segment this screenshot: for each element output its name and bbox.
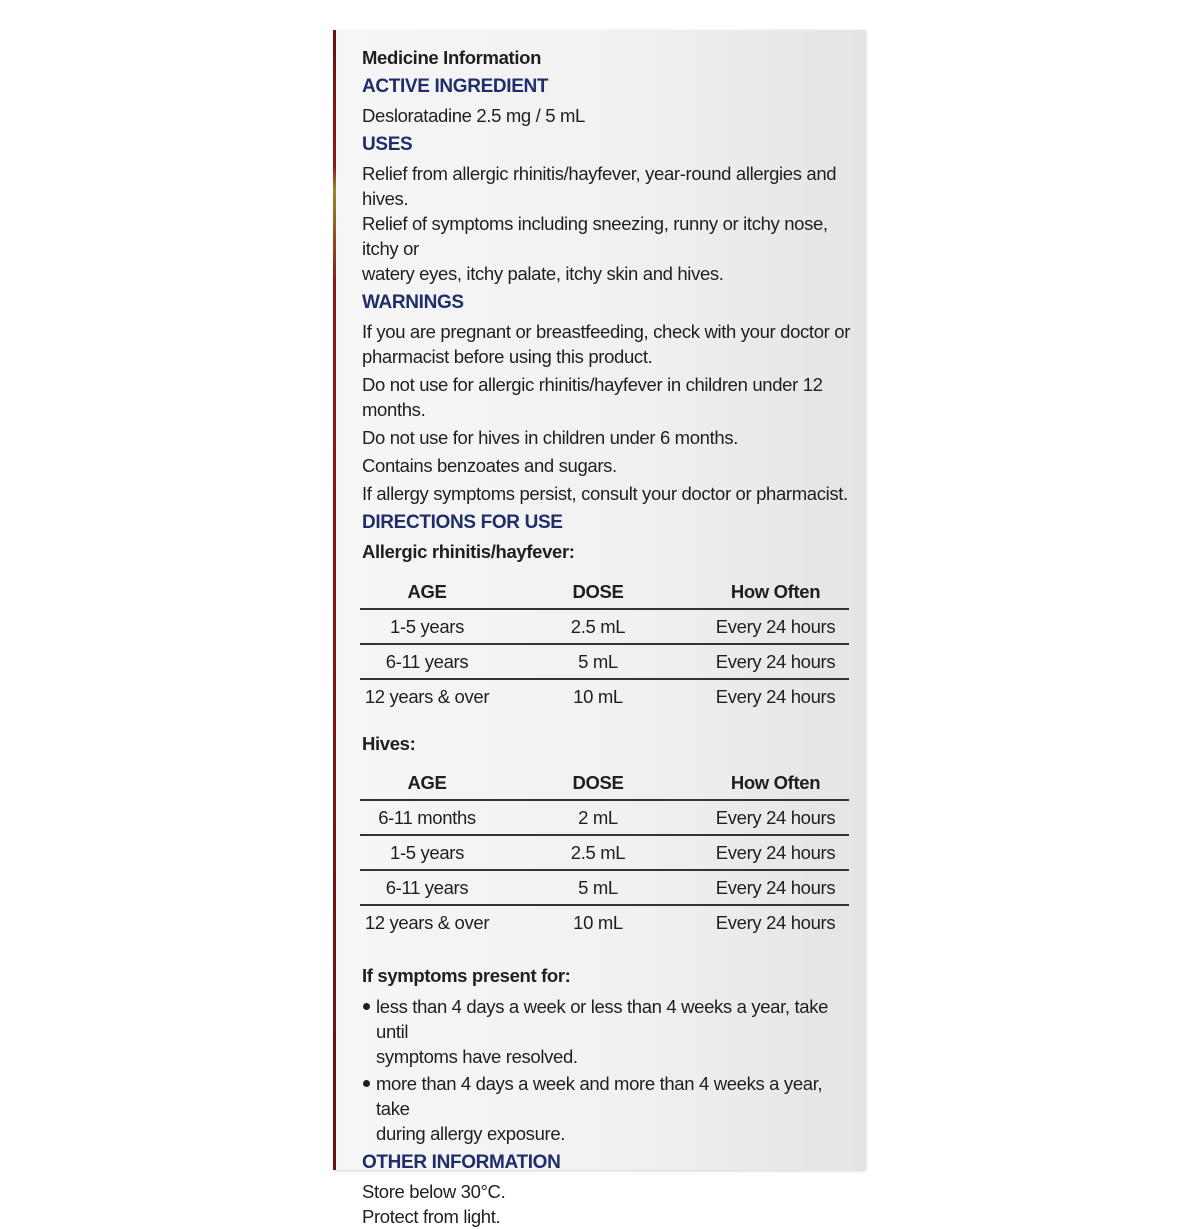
table-header-row: [360, 765, 849, 800]
age-cell: 6-11 years: [360, 870, 494, 905]
age-cell: 6-11 years: [360, 644, 494, 679]
warning-item: If allergy symptoms persist, consult your doctor or pharmacist.: [362, 483, 848, 504]
warning-line: pharmacist before using this product.: [362, 346, 653, 367]
medicine-info-panel: [333, 30, 865, 1227]
age-cell: 12 years & over: [360, 905, 494, 939]
frequency-cell: Every 24 hours: [702, 644, 849, 679]
list-item: [362, 994, 860, 1069]
frequency-cell: Every 24 hours: [702, 870, 849, 905]
table-row: [360, 870, 849, 905]
bullet-line: during allergy exposure.: [376, 1123, 566, 1144]
column-header-how-often: How Often: [702, 574, 849, 609]
symptoms-label: If symptoms present for:: [362, 965, 571, 986]
table-row: [360, 800, 849, 835]
warning-item: Do not use for allergic rhinitis/hayfever in children under 12 months.: [362, 374, 823, 420]
frequency-cell: Every 24 hours: [702, 835, 849, 870]
table-row: [360, 609, 849, 644]
table-row: [360, 679, 849, 713]
age-cell: 6-11 months: [378, 807, 476, 828]
bullet-line: more than 4 days a week and more than 4 weeks a year, take: [376, 1073, 823, 1119]
dose-cell: 5 mL: [494, 870, 702, 905]
dose-cell: 10 mL: [494, 905, 702, 939]
active-ingredient-heading: ACTIVE INGREDIENT: [362, 76, 549, 97]
hives-label: Hives:: [362, 733, 416, 754]
dose-cell: 2.5 mL: [570, 616, 626, 637]
dose-cell: 5 mL: [494, 644, 702, 679]
frequency-cell: Every 24 hours: [715, 807, 836, 828]
column-header-age: AGE: [360, 765, 494, 800]
warning-item: Contains benzoates and sugars.: [362, 455, 617, 476]
table-row: [360, 644, 849, 679]
page-title: Medicine Information: [362, 47, 542, 68]
uses-heading: USES: [362, 134, 413, 155]
warnings-list: [362, 319, 860, 506]
table-header-row: [360, 574, 849, 609]
frequency-cell: Every 24 hours: [715, 616, 836, 637]
warning-line: If you are pregnant or breastfeeding, check with your doctor or: [362, 321, 851, 342]
light-protection-text: Protect from light.: [362, 1206, 501, 1227]
storage-text: Store below 30°C.: [362, 1181, 506, 1202]
frequency-cell: Every 24 hours: [702, 905, 849, 939]
table-row: [360, 905, 849, 939]
column-header-age: AGE: [360, 574, 494, 609]
age-cell: 12 years & over: [360, 679, 494, 713]
dose-cell: 10 mL: [494, 679, 702, 713]
uses-line: Relief of symptoms including sneezing, runny or itchy nose, itchy or: [362, 213, 828, 259]
warning-item: Do not use for hives in children under 6 months.: [362, 427, 739, 448]
age-cell: 1-5 years: [360, 835, 494, 870]
uses-line: Relief from allergic rhinitis/hayfever, year-round allergies and hives.: [362, 163, 837, 209]
directions-heading: DIRECTIONS FOR USE: [362, 512, 563, 533]
bullet-line: symptoms have resolved.: [376, 1046, 578, 1067]
warning-item: [362, 319, 860, 369]
uses-text: [362, 161, 860, 286]
box-edge-stripe: [333, 30, 336, 1170]
dose-cell: 2 mL: [578, 807, 618, 828]
dose-cell: 2.5 mL: [494, 835, 702, 870]
uses-line: watery eyes, itchy palate, itchy skin and hives.: [362, 263, 724, 284]
list-item: [362, 1071, 860, 1146]
column-header-how-often: How Often: [702, 765, 849, 800]
column-header-dose: DOSE: [494, 574, 702, 609]
warnings-heading: WARNINGS: [362, 292, 464, 313]
hives-dose-table: [360, 765, 849, 939]
rhinitis-dose-table: [360, 574, 849, 713]
other-information-heading: OTHER INFORMATION: [362, 1152, 561, 1173]
rhinitis-label: Allergic rhinitis/hayfever:: [362, 541, 575, 562]
table-row: [360, 835, 849, 870]
panel-content: [362, 44, 860, 1229]
column-header-dose: DOSE: [494, 765, 702, 800]
age-cell: 1-5 years: [390, 616, 464, 637]
active-ingredient-text: Desloratadine 2.5 mg / 5 mL: [362, 105, 585, 126]
frequency-cell: Every 24 hours: [702, 679, 849, 713]
symptoms-bullet-list: [362, 994, 860, 1146]
bullet-line: less than 4 days a week or less than 4 weeks a year, take until: [376, 996, 829, 1042]
